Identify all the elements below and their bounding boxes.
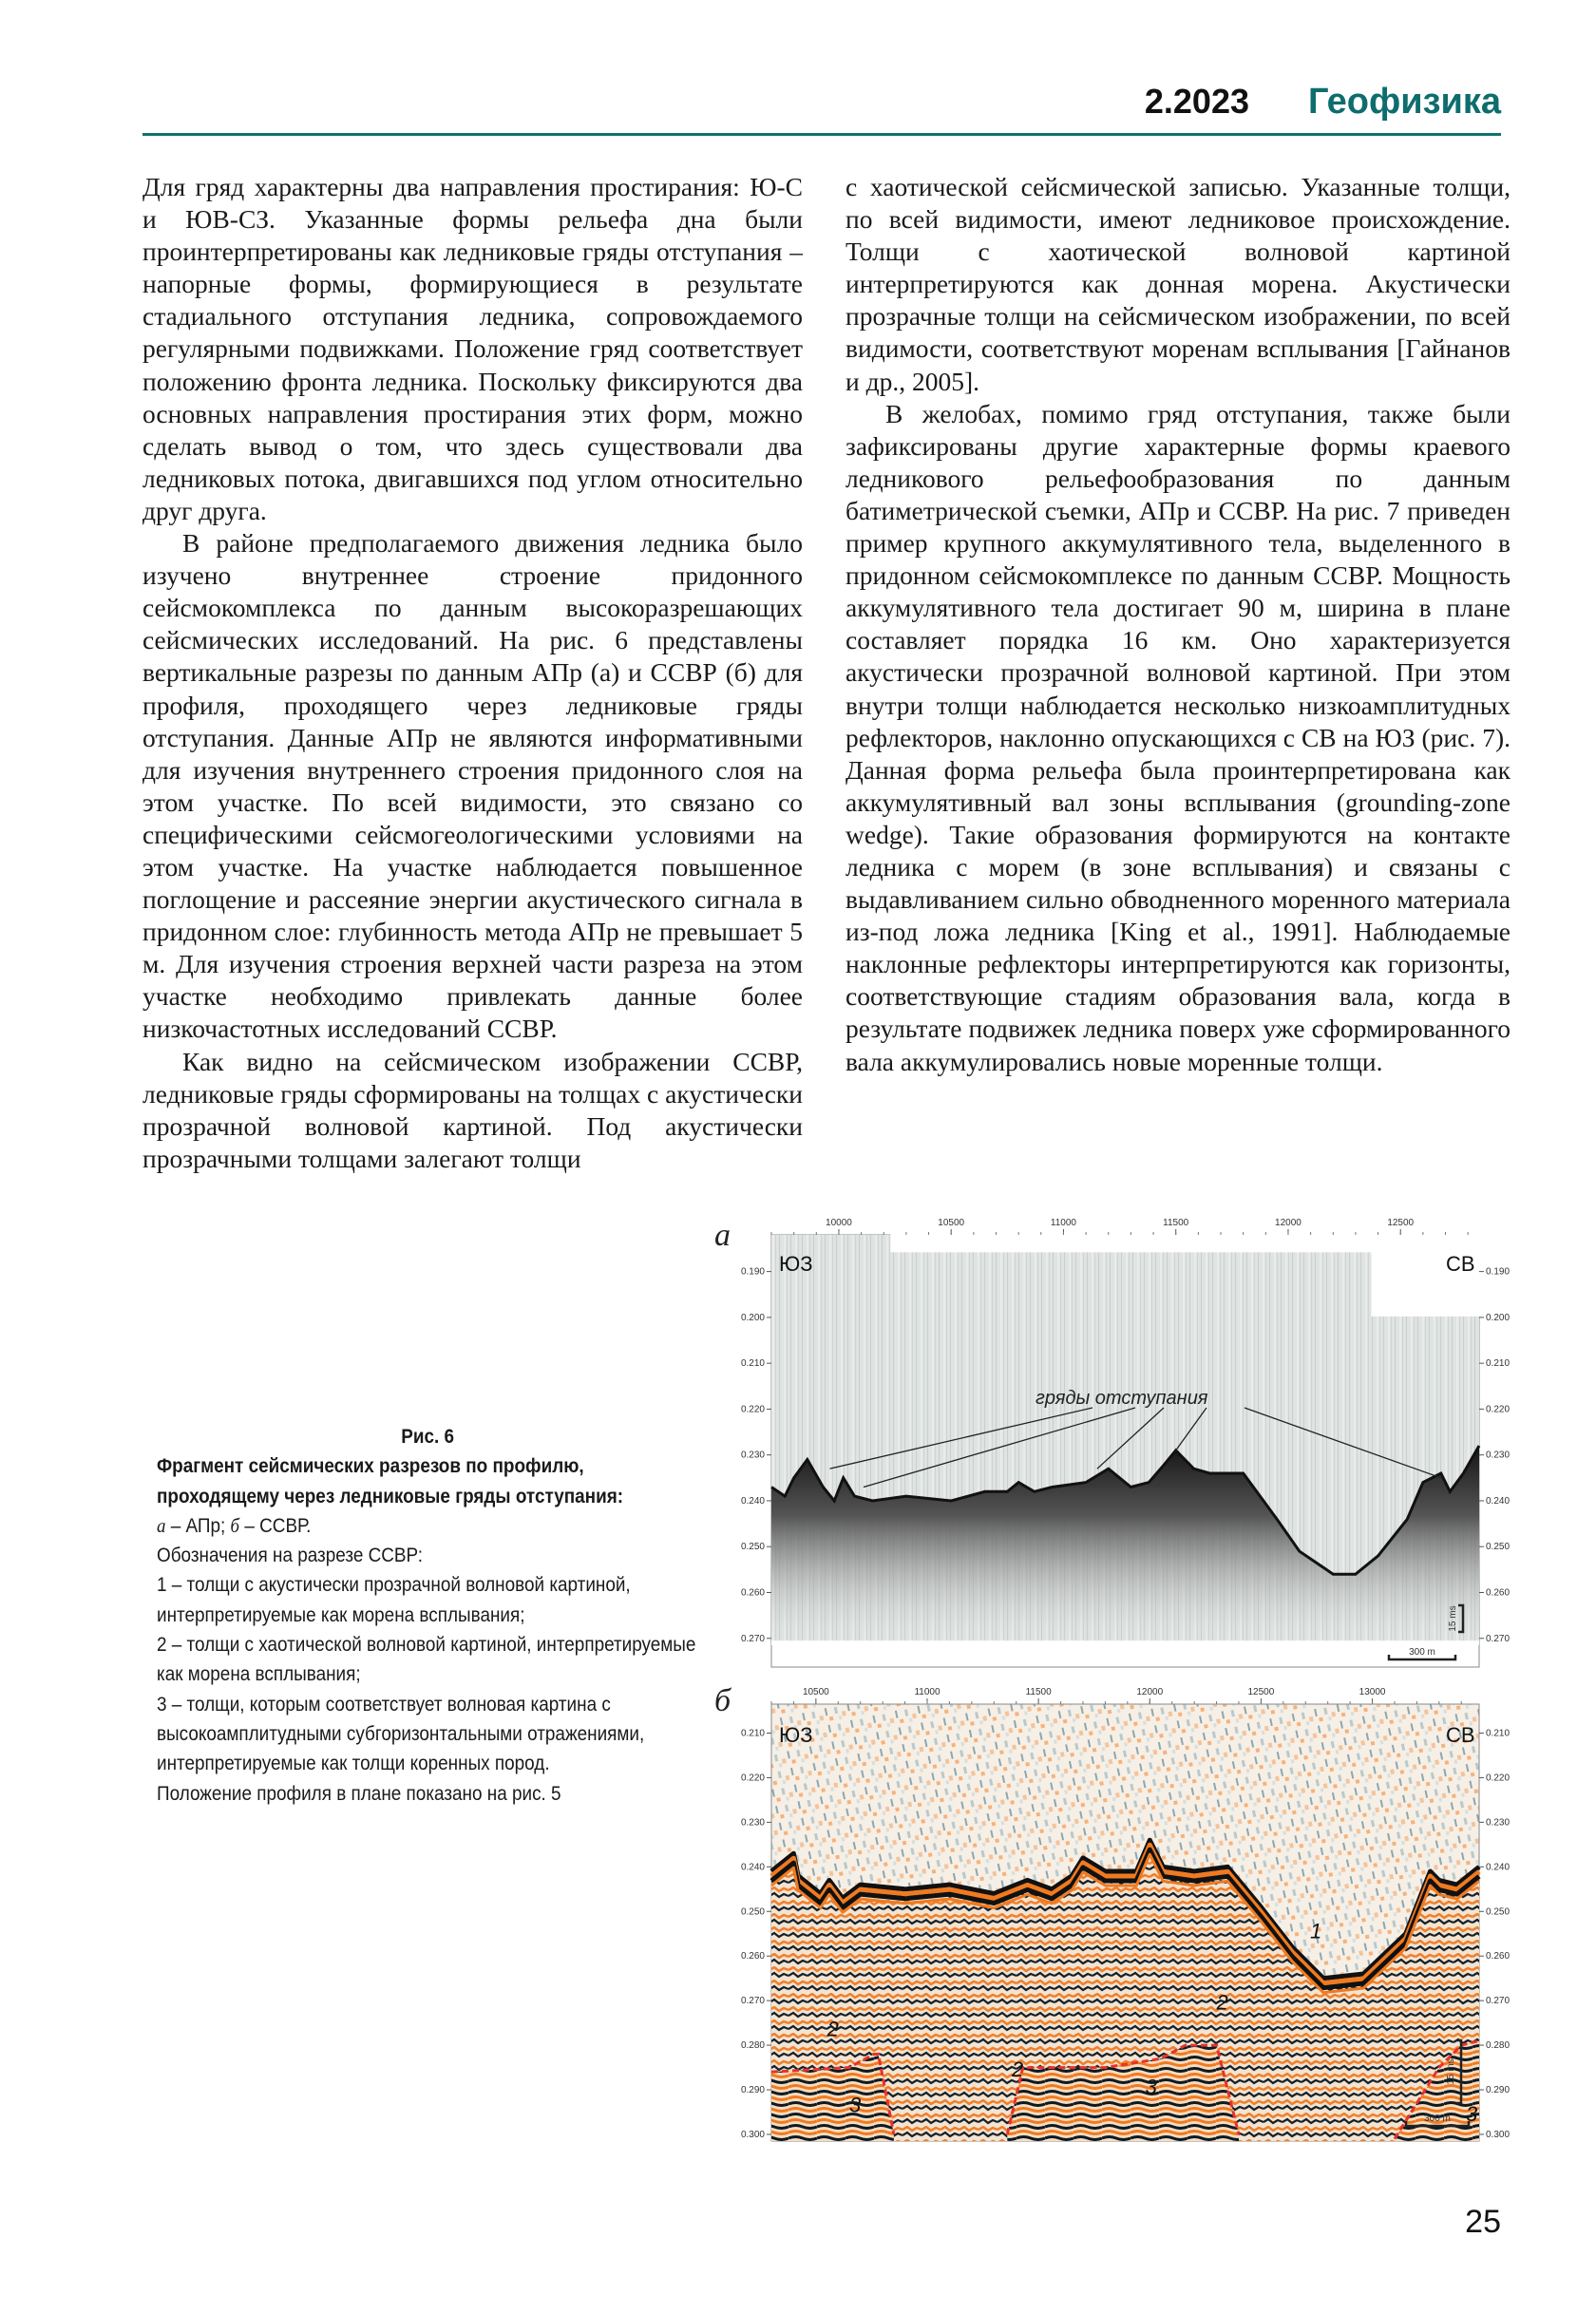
y-tick-label-left: 0.190 (740, 1266, 765, 1278)
paragraph: В желобах, помимо гряд отступания, также были зафиксированы другие характерные формы краевого ледникового рельефообразования по данным батиметрической съемки, АПр и ССВР. На рис. 7 приведен пример крупного аккумулятивного тела, выделенного в придонном сейсмокомплексе по данным ССВР. Мощность аккумулятивного тела достигает 90 м, ширина в плане составляет порядка 16 км. Оно характеризуется акустически прозрачной волновой картиной. При этом внутри толщи наблюдается несколько низкоамплитудных рефлекторов, наклонно опускающихся с СВ на ЮЗ (рис. 7). Данная форма рельефа была проинтерпретирована как аккумулятивный вал зоны всплывания (grounding-zone wedge). Такие образования формируются на контакте ледника с морем (в зоне всплывания) и связаны с выдавливанием сильно обводненного моренного материала из-под ложа ледника [King et al., 1991]. Наблюдаемые наклонные рефлекторы интерпретируются как горизонты, соответствующие стадиям образования вала, когда в результате подвижек ледника поверх уже сформированного вала аккумулировались новые моренные толщи. (846, 398, 1510, 1076)
x-tick-label: 12500 (1387, 1218, 1415, 1228)
unit-label: 2 (826, 2017, 839, 2041)
no-data-area (890, 1234, 1371, 1252)
y-tick-label-left: 0.290 (740, 2085, 765, 2096)
y-tick-label-right: 0.300 (1486, 2129, 1510, 2140)
y-tick-label-left: 0.240 (740, 1495, 765, 1507)
y-tick-label-right: 0.260 (1486, 1587, 1510, 1599)
legend-item: 2 – толщи с хаотической волновой картиной, интерпретируемые как морена всплывания; (157, 1633, 696, 1686)
paragraph: Для гряд характерны два направления простирания: Ю-С и ЮВ-СЗ. Указанные формы рельефа дна были проинтерпретированы как ледниковые гряды отступания – напорные формы, формирующиеся в результате стадиального отступания ледника, сопровождаемого регулярными подвижками. Положение гряд соответствует положению фронта ледника. Поскольку фиксируются два основных направления простирания этих форм, можно сделать вывод о том, что здесь существовали два ледниковых потока, двигавшихся под углом относительно друг друга. (142, 172, 803, 525)
issue-number: 2.2023 (1144, 82, 1249, 121)
y-tick-label-right: 0.280 (1486, 2040, 1510, 2052)
y-tick-label-right: 0.230 (1486, 1817, 1510, 1829)
panel-key (157, 1511, 698, 1541)
panel-key-b: б (230, 1513, 240, 1537)
x-tick-label: 11500 (1163, 1218, 1189, 1228)
horizontal-scale-label: 300 m (1409, 1647, 1435, 1658)
apr-section-plot (732, 1206, 1539, 1681)
figure-number: Рис. 6 (401, 1425, 455, 1448)
y-tick-label-right: 0.250 (1486, 1906, 1510, 1918)
y-tick-label-left: 0.280 (740, 2040, 765, 2052)
y-tick-label-left: 0.210 (740, 1728, 765, 1739)
sw-direction-label: ЮЗ (779, 1723, 813, 1747)
no-data-area (771, 1640, 1479, 1645)
y-tick-label-right: 0.230 (1486, 1450, 1510, 1461)
vertical-scale-label: 15 ms (1446, 2058, 1456, 2085)
figure-caption (157, 1422, 698, 1809)
y-tick-label-left: 0.270 (740, 1633, 765, 1644)
x-tick-label: 12000 (1275, 1218, 1302, 1228)
y-tick-label-right: 0.270 (1486, 1633, 1510, 1644)
legend-intro: Обозначения на разрезе ССВР: (157, 1544, 424, 1567)
left-text-column (142, 171, 803, 1175)
y-tick-label-left: 0.200 (740, 1312, 765, 1323)
x-tick-label: 11000 (1050, 1218, 1076, 1228)
y-tick-label-right: 0.260 (1486, 1951, 1510, 1962)
paragraph: В районе предполагаемого движения ледника было изучено внутреннее строение придонного сейсмокомплекса по данным высокоразрешающих сейсмических исследований. На рис. 6 представлены вертикальные разрезы по данным АПр (а) и ССВР (б) для профиля, проходящего через ледниковые гряды отступания. Данные АПр не являются информативными для изучения внутреннего строения придонного слоя на этом участке. По всей видимости, это связано со специфическими сейсмогеологическими условиями на этом участке. На участке наблюдается повышенное поглощение и рассеяние энергии акустического сигнала в придонном слое: глубинность метода АПр не превышает 5 м. Для изучения строения верхней части разреза на этом участке необходимо привлекать данные более низкочастотных исследований ССВР. (142, 528, 803, 1044)
journal-title: Геофизика (1308, 82, 1501, 122)
panel-letter-a: а (714, 1218, 731, 1253)
x-tick-label: 13000 (1358, 1687, 1386, 1697)
x-tick-label: 11000 (914, 1687, 940, 1697)
x-tick-label: 10500 (938, 1218, 965, 1228)
panel-key-a-text: – АПр; (165, 1513, 231, 1537)
caption-footer: Положение профиля в плане показано на рис. 5 (157, 1781, 561, 1805)
unit-label: 3 (848, 2093, 862, 2117)
paragraph: с хаотической сейсмической записью. Указанные толщи, по всей видимости, имеют ледниковое происхождение. Толщи с хаотической волновой картиной интерпретируются как донная морена. Акустически прозрачные толщи на сейсмическом изображении, по всей видимости, соответствуют моренам всплывания [Гайнанов и др., 2005]. (846, 172, 1510, 396)
legend-item: 1 – толщи с акустически прозрачной волновой картиной, интерпретируемые как морена всплывания; (157, 1573, 631, 1626)
y-tick-label-right: 0.210 (1486, 1728, 1510, 1739)
y-tick-label-left: 0.270 (740, 1996, 765, 2007)
y-tick-label-left: 0.230 (740, 1450, 765, 1461)
paragraph: Как видно на сейсмическом изображении ССВР, ледниковые гряды сформированы на толщах с акустически прозрачной волновой картиной. Под акустически прозрачными толщами залегают толщи (142, 1046, 803, 1173)
y-tick-label-right: 0.190 (1486, 1266, 1510, 1278)
y-tick-label-left: 0.220 (740, 1404, 765, 1415)
seismic-section-b (732, 1674, 1539, 2168)
unit-label: 2 (1012, 2057, 1024, 2081)
unit-label: 3 (1465, 2101, 1478, 2126)
x-tick-label: 12500 (1247, 1687, 1275, 1697)
vertical-scale-label: 15 ms (1448, 1605, 1458, 1632)
retreat-ridges-annotation: гряды отступания (1036, 1388, 1208, 1409)
ne-direction-label: СВ (1446, 1723, 1475, 1747)
x-tick-label: 12000 (1136, 1687, 1164, 1697)
horizontal-scale-label: 300 m (1424, 2114, 1451, 2124)
y-tick-label-left: 0.210 (740, 1358, 765, 1370)
ssvr-section-plot (732, 1674, 1539, 2168)
unit-label: 2 (1216, 1990, 1228, 2015)
y-tick-label-left: 0.220 (740, 1773, 765, 1784)
y-tick-label-right: 0.290 (1486, 2085, 1510, 2096)
y-tick-label-right: 0.200 (1486, 1312, 1510, 1323)
x-tick-label: 10000 (826, 1218, 852, 1228)
y-tick-label-right: 0.270 (1486, 1996, 1510, 2007)
sw-direction-label: ЮЗ (779, 1252, 813, 1276)
legend-item: 3 – толщи, которым соответствует волновая картина с высокоамплитудными субгоризонтальными отражениями, интерпретируемые как толщи коренных пород. (157, 1692, 645, 1775)
y-tick-label-left: 0.260 (740, 1951, 765, 1962)
y-tick-label-left: 0.230 (740, 1817, 765, 1829)
y-tick-label-left: 0.300 (740, 2129, 765, 2140)
figure-title: Фрагмент сейсмических разрезов по профилю, проходящему через ледниковые гряды отступания: (157, 1454, 624, 1507)
panel-key-a: а (157, 1513, 166, 1537)
panel-letter-b: б (714, 1683, 732, 1718)
y-tick-label-right: 0.250 (1486, 1542, 1510, 1553)
y-tick-label-left: 0.250 (740, 1542, 765, 1553)
right-text-column (846, 171, 1510, 1078)
y-tick-label-right: 0.220 (1486, 1404, 1510, 1415)
unit-label: 3 (1145, 2075, 1157, 2099)
y-tick-label-left: 0.240 (740, 1862, 765, 1873)
unit-label: 1 (1309, 1919, 1322, 1943)
y-tick-label-left: 0.260 (740, 1587, 765, 1599)
y-tick-label-right: 0.240 (1486, 1862, 1510, 1873)
panel-key-b-text: – ССВР. (239, 1513, 312, 1537)
page-number: 25 (1465, 2204, 1501, 2240)
x-tick-label: 11500 (1025, 1687, 1052, 1697)
seismic-section-a (732, 1206, 1539, 1681)
y-tick-label-right: 0.240 (1486, 1495, 1510, 1507)
ne-direction-label: СВ (1446, 1252, 1475, 1276)
x-tick-label: 10500 (802, 1687, 829, 1697)
running-header (142, 76, 1501, 136)
y-tick-label-right: 0.220 (1486, 1773, 1510, 1784)
y-tick-label-right: 0.210 (1486, 1358, 1510, 1370)
y-tick-label-left: 0.250 (740, 1906, 765, 1918)
